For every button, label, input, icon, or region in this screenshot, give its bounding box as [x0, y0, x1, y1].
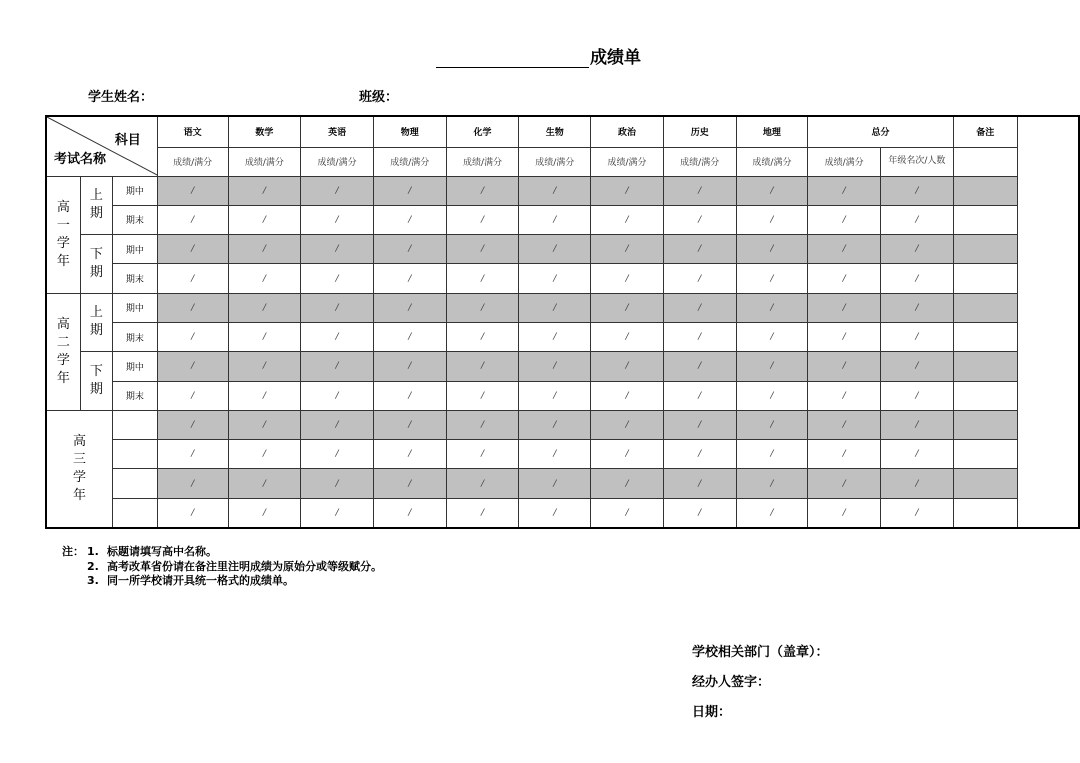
subject-header: 历史: [663, 116, 736, 147]
score-cell[interactable]: /: [446, 293, 519, 322]
score-cell[interactable]: /: [591, 264, 664, 293]
score-cell[interactable]: /: [663, 235, 736, 264]
score-cell[interactable]: /: [881, 381, 954, 410]
exam-term-label: 期末: [113, 322, 158, 351]
grade-rank-header: [881, 147, 954, 176]
subheader-row: [46, 147, 1079, 176]
score-cell[interactable]: /: [736, 205, 808, 234]
score-cell[interactable]: /: [228, 205, 301, 234]
title-text: 成绩单: [590, 48, 641, 68]
date-label: 日期：: [692, 705, 732, 720]
score-cell[interactable]: /: [301, 235, 374, 264]
score-cell[interactable]: /: [808, 498, 881, 527]
score-cell[interactable]: /: [519, 410, 591, 439]
score-cell[interactable]: /: [519, 498, 591, 527]
score-cell[interactable]: /: [373, 381, 446, 410]
score-cell[interactable]: /: [373, 410, 446, 439]
remark-cell[interactable]: [953, 440, 1017, 469]
exam-term-blank[interactable]: [113, 410, 158, 439]
student-name-label: 学生姓名：: [88, 90, 154, 105]
exam-term-label: 期中: [113, 176, 158, 205]
score-cell[interactable]: /: [808, 440, 881, 469]
score-cell[interactable]: /: [808, 410, 881, 439]
vertical-char: 期: [89, 323, 103, 339]
score-cell[interactable]: /: [591, 176, 664, 205]
score-cell[interactable]: /: [881, 469, 954, 498]
score-cell[interactable]: /: [736, 498, 808, 527]
vertical-char: 高: [56, 316, 70, 332]
score-cell[interactable]: /: [157, 205, 228, 234]
score-cell[interactable]: /: [663, 498, 736, 527]
exam-row: [46, 322, 1079, 351]
remark-cell[interactable]: [953, 498, 1017, 527]
score-cell[interactable]: /: [736, 264, 808, 293]
note-text: 高考改革省份请在备注里注明成绩为原始分或等级赋分。: [107, 559, 382, 573]
vertical-char: 期: [89, 382, 103, 398]
score-over-full-header: 成绩/满分: [591, 147, 664, 176]
score-cell[interactable]: /: [663, 205, 736, 234]
score-cell[interactable]: /: [736, 410, 808, 439]
score-cell[interactable]: /: [881, 264, 954, 293]
remark-cell[interactable]: [953, 176, 1017, 205]
score-cell[interactable]: /: [881, 322, 954, 351]
score-cell[interactable]: /: [446, 205, 519, 234]
notes-section: [62, 545, 382, 589]
score-cell[interactable]: /: [301, 205, 374, 234]
vertical-char: 二: [56, 334, 70, 350]
vertical-char: 下: [89, 364, 103, 380]
vertical-char: 下: [89, 246, 103, 262]
exam-row: [46, 469, 1079, 498]
exam-term-label: 期末: [113, 205, 158, 234]
semester-cell: [80, 176, 112, 235]
score-cell[interactable]: /: [591, 381, 664, 410]
score-over-full-header: 成绩/满分: [808, 147, 881, 176]
score-cell[interactable]: /: [446, 440, 519, 469]
score-cell[interactable]: /: [663, 176, 736, 205]
score-cell[interactable]: /: [157, 322, 228, 351]
score-cell[interactable]: /: [157, 469, 228, 498]
score-cell[interactable]: /: [519, 205, 591, 234]
score-cell[interactable]: /: [228, 381, 301, 410]
note-number: 1.: [87, 545, 99, 558]
exam-row: [46, 205, 1079, 234]
school-year-cell: [46, 176, 80, 293]
score-cell[interactable]: /: [157, 381, 228, 410]
school-year-cell: [46, 293, 80, 410]
department-stamp-label: 学校相关部门（盖章）：: [692, 645, 829, 660]
remark-cell[interactable]: [953, 352, 1017, 381]
subject-header: 化学: [446, 116, 519, 147]
score-cell[interactable]: /: [519, 352, 591, 381]
score-cell[interactable]: /: [881, 498, 954, 527]
note-item-3: [62, 574, 382, 589]
score-cell[interactable]: /: [881, 205, 954, 234]
school-year-cell: [46, 410, 113, 527]
score-cell[interactable]: /: [519, 235, 591, 264]
score-cell[interactable]: /: [881, 410, 954, 439]
handler-signature-label: 经办人签字：: [692, 675, 771, 690]
subject-header: 生物: [519, 116, 591, 147]
header-row: [46, 116, 1079, 147]
subject-header: 英语: [301, 116, 374, 147]
vertical-char: 三: [73, 451, 87, 467]
score-cell[interactable]: /: [663, 440, 736, 469]
corner-header: [46, 116, 157, 176]
score-cell[interactable]: /: [591, 293, 664, 322]
score-cell[interactable]: /: [808, 264, 881, 293]
score-cell[interactable]: /: [881, 293, 954, 322]
score-cell[interactable]: /: [446, 498, 519, 527]
score-over-full-header: 成绩/满分: [446, 147, 519, 176]
exam-row: [46, 381, 1079, 410]
vertical-char: 上: [89, 188, 103, 204]
score-cell[interactable]: /: [736, 469, 808, 498]
score-cell[interactable]: /: [736, 352, 808, 381]
score-cell[interactable]: /: [591, 322, 664, 351]
exam-row: [46, 293, 1079, 322]
score-cell[interactable]: /: [591, 235, 664, 264]
score-cell[interactable]: /: [228, 410, 301, 439]
score-cell[interactable]: /: [881, 235, 954, 264]
score-cell[interactable]: /: [663, 352, 736, 381]
score-cell[interactable]: /: [228, 469, 301, 498]
note-item-2: [62, 560, 382, 575]
score-cell[interactable]: /: [446, 469, 519, 498]
score-cell[interactable]: /: [373, 498, 446, 527]
grade-rank-label: 年级名次/人数: [888, 156, 946, 166]
score-over-full-header: 成绩/满分: [736, 147, 808, 176]
class-label: 班级：: [359, 90, 399, 105]
note-item-1: [62, 545, 382, 560]
remark-cell[interactable]: [953, 381, 1017, 410]
score-cell[interactable]: /: [228, 264, 301, 293]
score-cell[interactable]: /: [157, 440, 228, 469]
score-cell[interactable]: /: [736, 176, 808, 205]
semester-cell: [80, 235, 112, 294]
vertical-char: 高: [73, 433, 87, 449]
score-cell[interactable]: /: [519, 176, 591, 205]
score-cell[interactable]: /: [157, 498, 228, 527]
score-cell[interactable]: /: [373, 235, 446, 264]
score-cell[interactable]: /: [881, 176, 954, 205]
remark-cell[interactable]: [953, 469, 1017, 498]
score-over-full-header: 成绩/满分: [301, 147, 374, 176]
subject-header: 语文: [157, 116, 228, 147]
score-cell[interactable]: /: [157, 352, 228, 381]
remark-subheader: [953, 147, 1017, 176]
score-cell[interactable]: /: [663, 322, 736, 351]
score-cell[interactable]: /: [808, 176, 881, 205]
score-cell[interactable]: /: [157, 293, 228, 322]
exam-row: [46, 176, 1079, 205]
remark-cell[interactable]: [953, 293, 1017, 322]
score-over-full-header: 成绩/满分: [157, 147, 228, 176]
subject-header: 数学: [228, 116, 301, 147]
total-header: 总分: [808, 116, 953, 147]
exam-term-label: 期末: [113, 381, 158, 410]
subject-header: 地理: [736, 116, 808, 147]
score-cell[interactable]: /: [591, 440, 664, 469]
score-over-full-header: 成绩/满分: [228, 147, 301, 176]
score-cell[interactable]: /: [446, 410, 519, 439]
score-over-full-header: 成绩/满分: [519, 147, 591, 176]
score-cell[interactable]: /: [808, 322, 881, 351]
score-cell[interactable]: /: [519, 264, 591, 293]
vertical-char: 学: [56, 352, 70, 368]
score-cell[interactable]: /: [736, 322, 808, 351]
score-cell[interactable]: /: [881, 352, 954, 381]
exam-term-label: 期中: [113, 352, 158, 381]
score-cell[interactable]: /: [881, 440, 954, 469]
score-cell[interactable]: /: [519, 322, 591, 351]
remark-cell[interactable]: [953, 410, 1017, 439]
score-over-full-header: 成绩/满分: [373, 147, 446, 176]
exam-row: [46, 440, 1079, 469]
score-cell[interactable]: /: [663, 381, 736, 410]
score-cell[interactable]: /: [808, 293, 881, 322]
score-cell[interactable]: /: [301, 322, 374, 351]
score-cell[interactable]: /: [301, 469, 374, 498]
school-name-blank[interactable]: [436, 47, 589, 68]
score-cell[interactable]: /: [301, 293, 374, 322]
score-cell[interactable]: /: [228, 352, 301, 381]
exam-term-blank[interactable]: [113, 498, 158, 527]
score-cell[interactable]: /: [808, 381, 881, 410]
score-cell[interactable]: /: [591, 205, 664, 234]
score-cell[interactable]: /: [373, 322, 446, 351]
exam-row: [46, 498, 1079, 527]
score-cell[interactable]: /: [301, 498, 374, 527]
score-cell[interactable]: /: [519, 381, 591, 410]
score-cell[interactable]: /: [373, 176, 446, 205]
score-cell[interactable]: /: [519, 469, 591, 498]
score-cell[interactable]: /: [228, 176, 301, 205]
exam-term-label: 期中: [113, 235, 158, 264]
score-cell[interactable]: /: [663, 293, 736, 322]
score-cell[interactable]: /: [228, 498, 301, 527]
score-cell[interactable]: /: [446, 176, 519, 205]
score-cell[interactable]: /: [519, 293, 591, 322]
note-text: 标题请填写高中名称。: [107, 545, 217, 558]
semester-cell: [80, 352, 112, 411]
vertical-char: 年: [56, 370, 70, 386]
score-cell[interactable]: /: [228, 440, 301, 469]
score-cell[interactable]: /: [591, 352, 664, 381]
score-cell[interactable]: /: [373, 352, 446, 381]
vertical-char: 上: [89, 305, 103, 321]
score-cell[interactable]: /: [446, 352, 519, 381]
exam-term-blank[interactable]: [113, 440, 158, 469]
score-cell[interactable]: /: [301, 176, 374, 205]
score-cell[interactable]: /: [373, 469, 446, 498]
subject-header: 物理: [373, 116, 446, 147]
score-cell[interactable]: /: [663, 410, 736, 439]
note-number: 2.: [87, 559, 99, 573]
exam-term-label: 期末: [113, 264, 158, 293]
score-cell[interactable]: /: [519, 440, 591, 469]
exam-term-blank[interactable]: [113, 469, 158, 498]
exam-axis-label: 考试名称: [54, 152, 107, 167]
score-cell[interactable]: /: [157, 176, 228, 205]
score-cell[interactable]: /: [373, 440, 446, 469]
remark-cell[interactable]: [953, 205, 1017, 234]
score-cell[interactable]: /: [301, 440, 374, 469]
score-cell[interactable]: /: [663, 264, 736, 293]
score-cell[interactable]: /: [736, 381, 808, 410]
score-cell[interactable]: /: [808, 205, 881, 234]
grades-table: [45, 115, 1080, 529]
exam-term-label: 期中: [113, 293, 158, 322]
note-number: 3.: [87, 574, 99, 587]
vertical-char: 一: [56, 217, 70, 233]
score-cell[interactable]: /: [228, 322, 301, 351]
document-title: [436, 44, 641, 68]
note-text: 同一所学校请开具统一格式的成绩单。: [107, 574, 294, 587]
remark-cell[interactable]: [953, 264, 1017, 293]
score-cell[interactable]: /: [373, 205, 446, 234]
score-cell[interactable]: /: [228, 235, 301, 264]
score-cell[interactable]: /: [446, 381, 519, 410]
score-cell[interactable]: /: [736, 440, 808, 469]
score-cell[interactable]: /: [228, 293, 301, 322]
score-cell[interactable]: /: [373, 293, 446, 322]
score-over-full-header: 成绩/满分: [663, 147, 736, 176]
score-cell[interactable]: /: [446, 235, 519, 264]
score-cell[interactable]: /: [301, 381, 374, 410]
vertical-char: 学: [73, 469, 87, 485]
semester-cell: [80, 293, 112, 352]
remark-cell[interactable]: [953, 322, 1017, 351]
vertical-char: 年: [73, 487, 87, 503]
score-cell[interactable]: /: [808, 469, 881, 498]
vertical-char: 高: [56, 199, 70, 215]
remark-cell[interactable]: [953, 235, 1017, 264]
notes-lead: 注：: [62, 545, 84, 558]
vertical-char: 期: [89, 264, 103, 280]
vertical-char: 期: [89, 206, 103, 222]
score-cell[interactable]: /: [301, 410, 374, 439]
score-cell[interactable]: /: [591, 469, 664, 498]
subject-axis-label: 科目: [114, 133, 141, 148]
vertical-char: 学: [56, 235, 70, 251]
subject-header: 政治: [591, 116, 664, 147]
score-cell[interactable]: /: [446, 322, 519, 351]
score-cell[interactable]: /: [373, 264, 446, 293]
score-cell[interactable]: /: [736, 293, 808, 322]
score-cell[interactable]: /: [808, 352, 881, 381]
score-cell[interactable]: /: [157, 264, 228, 293]
score-cell[interactable]: /: [591, 498, 664, 527]
exam-row: [46, 410, 1079, 439]
exam-row: [46, 235, 1079, 264]
score-cell[interactable]: /: [736, 235, 808, 264]
score-cell[interactable]: /: [591, 410, 664, 439]
score-cell[interactable]: /: [301, 352, 374, 381]
score-cell[interactable]: /: [663, 469, 736, 498]
score-cell[interactable]: /: [446, 264, 519, 293]
exam-row: [46, 264, 1079, 293]
score-cell[interactable]: /: [301, 264, 374, 293]
score-cell[interactable]: /: [808, 235, 881, 264]
score-cell[interactable]: /: [157, 235, 228, 264]
vertical-char: 年: [56, 253, 70, 269]
exam-row: [46, 352, 1079, 381]
remark-header: 备注: [953, 116, 1017, 147]
score-cell[interactable]: /: [157, 410, 228, 439]
